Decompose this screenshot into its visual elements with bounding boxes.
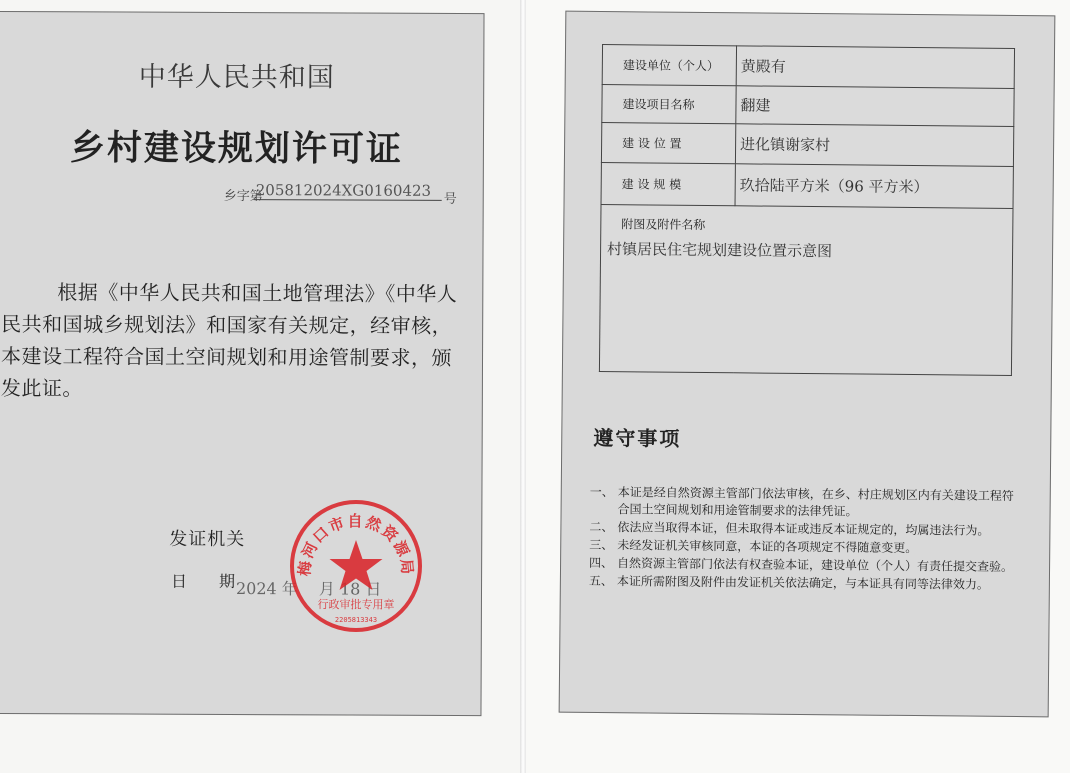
certificate-number: 205812024XG0160423 [254,181,442,201]
project-name-label: 建设项目名称 [602,85,736,124]
notice-number: 四、 [589,555,614,571]
certificate-title: 乡村建设规划许可证 [69,128,404,170]
table-row [599,205,1013,376]
table-row [602,45,1014,89]
list-item [589,573,1017,594]
seal-top-text: 梅河口市自然资源局 [295,512,417,577]
book-fold [520,0,526,773]
list-item [590,484,1018,522]
seal-serial: 2205813343 [334,616,378,624]
notice-number: 三、 [589,537,614,553]
attachments-cell [599,205,1013,376]
seal-star-icon [330,540,383,590]
official-seal-stamp [288,498,424,634]
number-prefix: 乡字第 [223,188,263,205]
notice-list [589,484,1018,595]
certificate-info-table [599,44,1015,376]
notice-number: 一、 [589,484,614,500]
notice-title: 遵守事项 [593,425,682,451]
attachments-value: 村镇居民住宅规划建设位置示意图 [607,240,833,261]
notice-number: 二、 [589,519,614,535]
scale-label: 建 设 规 模 [601,163,735,206]
notice-number: 五、 [588,573,613,589]
legal-basis-paragraph: 根据《中华人民共和国土地管理法》《中华人民共和国城乡规划法》和国家有关规定，经审核，本建设工程符合国土空间规划和用途管制要求，颁发此证。 [0,280,458,401]
attachments-label: 附图及附件名称 [621,217,706,233]
seal-bottom-text: 行政审批专用章 [317,598,395,611]
developer-value: 黄殿有 [736,46,1014,89]
table-row [601,123,1013,167]
scale-value: 玖拾陆平方米（96 平方米） [735,164,1013,209]
issue-date-label: 日 期 [171,571,236,592]
notice-text: 自然资源主管部门依法有权查验本证，建设单位（个人）有责任提交查验。 [617,556,1014,574]
notice-text: 本证是经自然资源主管部门依法审核，在乡、村庄规划区内有关建设工程符合国土空间规划和用途管制要求的法律凭证。 [617,485,1014,519]
location-value: 进化镇谢家村 [735,124,1013,167]
issuing-authority-label: 发证机关 [169,528,246,551]
table-row [602,85,1014,127]
location-label: 建 设 位 置 [601,123,735,164]
certificate-detail-panel [559,11,1056,718]
developer-label: 建设单位（个人） [602,45,736,86]
notice-text: 本证所需附图及附件由发证机关依法确定，与本证具有同等法律效力。 [616,574,989,592]
notice-text: 依法应当取得本证，但未取得本证或违反本证规定的，均属违法行为。 [617,520,990,538]
number-suffix: 号 [443,191,457,207]
issue-date-value: 2024 年 月 18 日 [235,579,382,599]
country-name: 中华人民共和国 [138,61,335,94]
notice-text: 未经发证机关审核同意，本证的各项规定不得随意变更。 [617,538,918,556]
project-name-value: 翻建 [736,86,1014,127]
table-row [601,163,1013,209]
